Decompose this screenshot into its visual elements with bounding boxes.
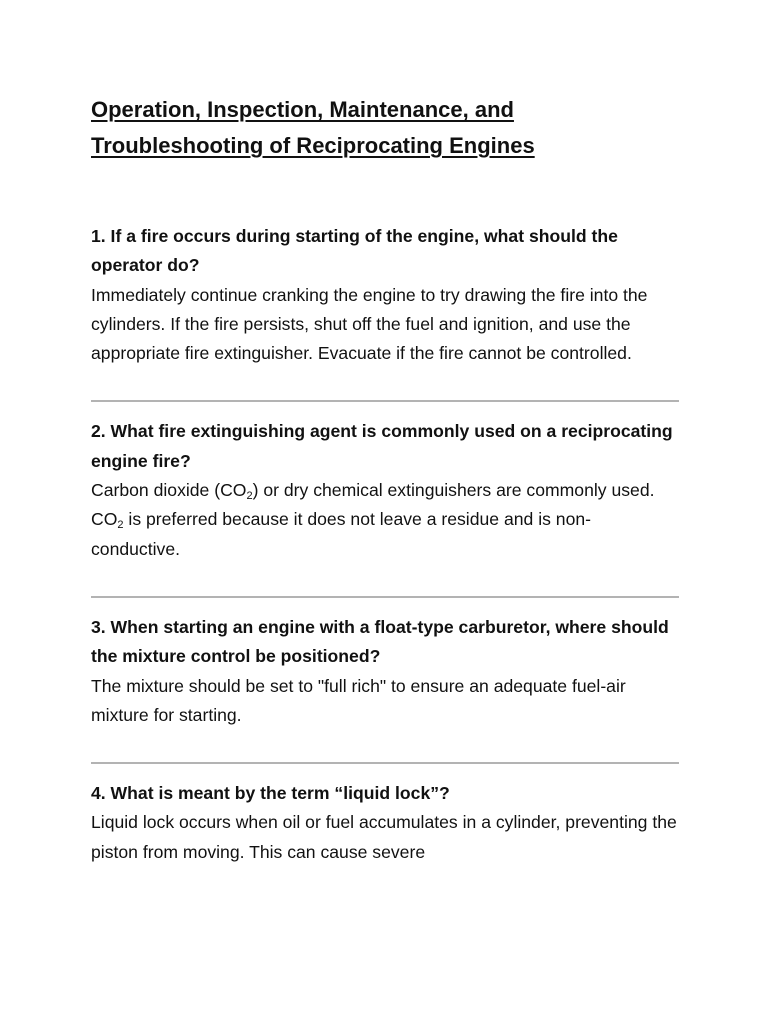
answer-2-text-c: is preferred because it does not leave a residue and is non-conductive.: [91, 509, 592, 559]
document-title-line-1: Operation, Inspection, Maintenance, and: [91, 97, 514, 122]
qa-item-4: [91, 779, 679, 867]
answer-2-subscript-2: 2: [117, 519, 124, 532]
qa-item-1: [91, 222, 679, 368]
answer-2-text-b: ) or dry chemical extinguishers are commonly used. CO: [91, 480, 655, 530]
answer-3: The mixture should be set to "full rich" to ensure an adequate fuel-air mixture for starting.: [91, 675, 626, 725]
answer-2-text-a: Carbon dioxide (CO: [91, 480, 247, 501]
question-3: 3. When starting an engine with a float-type carburetor, where should the mixture control be positioned?: [91, 616, 669, 667]
question-4: 4. What is meant by the term “liquid lock”?: [91, 783, 450, 804]
document-title: [91, 92, 679, 164]
qa-list: [91, 222, 679, 867]
question-2: 2. What fire extinguishing agent is commonly used on a reciprocating engine fire?: [91, 421, 673, 471]
section-divider: [91, 596, 679, 598]
document-page: [91, 92, 679, 867]
section-divider: [91, 762, 679, 764]
answer-2-subscript-1: 2: [246, 490, 253, 503]
answer-4: Liquid lock occurs when oil or fuel accumulates in a cylinder, preventing the piston from moving. This can cause severe: [91, 812, 677, 862]
qa-item-2: [91, 417, 679, 563]
section-divider: [91, 400, 679, 402]
document-title-line-2: Troubleshooting of Reciprocating Engines: [91, 133, 535, 158]
qa-item-3: [91, 613, 679, 730]
answer-2: [91, 476, 679, 564]
answer-1: Immediately continue cranking the engine to try drawing the fire into the cylinders. If the fire persists, shut off the fuel and ignition, and use the appropriate fire extinguisher. Evacuate if the fire cannot be controlled.: [91, 284, 648, 364]
question-1: 1. If a fire occurs during starting of the engine, what should the operator do?: [91, 226, 618, 276]
